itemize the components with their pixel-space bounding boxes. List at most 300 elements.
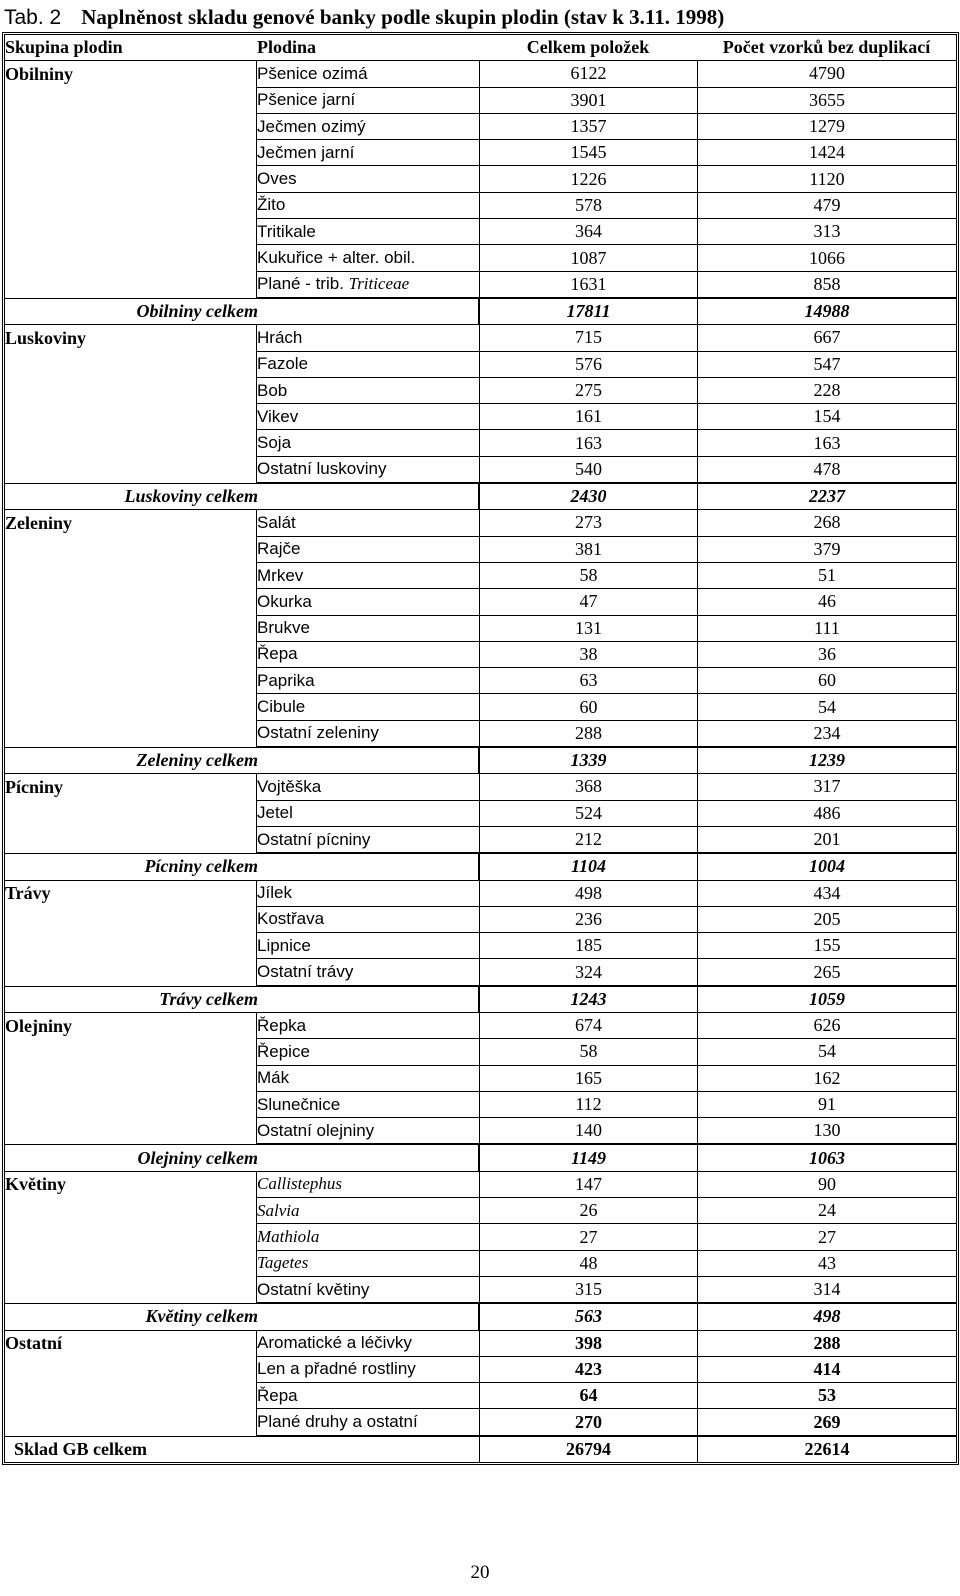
total-items-value: 161	[479, 404, 697, 430]
crop-label: Ostatní zeleniny	[257, 723, 379, 743]
crop-name	[257, 694, 479, 720]
unique-samples-value: 130	[697, 1118, 956, 1144]
crop-label: Kostřava	[257, 909, 325, 929]
total-items-value: 315	[479, 1277, 697, 1303]
table-row	[5, 668, 956, 694]
crop-group-cell	[5, 827, 257, 853]
table-caption	[4, 2, 724, 32]
subtotal-row	[5, 986, 956, 1013]
crop-label: Ostatní květiny	[257, 1279, 370, 1299]
crop-label: Tritikale	[257, 221, 316, 241]
crop-label: Kukuřice + alter. obil.	[257, 248, 416, 268]
table-row	[5, 827, 956, 853]
crop-name	[257, 642, 479, 668]
table-row	[5, 1357, 956, 1383]
crop-name	[257, 404, 479, 430]
unique-samples-value: 1120	[697, 166, 956, 192]
table-row	[5, 352, 956, 378]
table-row	[5, 325, 956, 351]
crop-group-cell	[5, 642, 257, 668]
crop-group-name: Ostatní	[5, 1331, 257, 1357]
crop-group-cell	[5, 1251, 257, 1277]
unique-samples-value: 234	[697, 721, 956, 747]
crop-label: Jetel	[257, 803, 293, 823]
subtotal-row	[5, 747, 956, 774]
total-items-value: 1545	[479, 140, 697, 166]
crop-group-cell	[5, 1409, 257, 1435]
unique-samples-value: 228	[697, 378, 956, 404]
table-row	[5, 563, 956, 589]
crop-group-cell	[5, 1277, 257, 1303]
total-items-value: 131	[479, 616, 697, 642]
crop-group-cell	[5, 1092, 257, 1118]
crop-group-cell	[5, 721, 257, 747]
unique-samples-value: 24	[697, 1198, 956, 1224]
total-items-value: 27	[479, 1224, 697, 1250]
crop-name	[257, 721, 479, 747]
crop-name	[257, 933, 479, 959]
unique-samples-value: 1424	[697, 140, 956, 166]
crop-group-name: Trávy	[5, 881, 257, 907]
crop-group-cell	[5, 352, 257, 378]
crop-name	[257, 881, 479, 907]
crop-name	[257, 430, 479, 456]
crop-group-name: Olejniny	[5, 1013, 257, 1039]
crop-label: Rajče	[257, 539, 301, 559]
unique-samples-value: 317	[697, 774, 956, 800]
crop-label: Mák	[257, 1068, 290, 1088]
total-items-value: 63	[479, 668, 697, 694]
total-items-value: 498	[479, 881, 697, 907]
unique-samples-value: 858	[697, 272, 956, 298]
table-row	[5, 430, 956, 456]
unique-samples-value: 54	[697, 1039, 956, 1065]
crop-label: Oves	[257, 169, 297, 189]
subtotal-total-items: 1243	[479, 986, 697, 1013]
table-row	[5, 721, 956, 747]
subtotal-total-items: 1339	[479, 747, 697, 774]
total-items-value: 270	[479, 1409, 697, 1435]
total-items-value: 381	[479, 537, 697, 563]
crop-label: Pšenice ozimá	[257, 63, 368, 83]
total-items-value: 1631	[479, 272, 697, 298]
table-title: Naplněnost skladu genové banky podle skupin plodin (stav k 3.11. 1998)	[81, 5, 725, 29]
total-items-value: 275	[479, 378, 697, 404]
total-items-value: 1357	[479, 114, 697, 140]
unique-samples-value: 486	[697, 801, 956, 827]
crop-name	[257, 1357, 479, 1383]
crop-latin-name: Tagetes	[257, 1253, 309, 1273]
total-items-value: 212	[479, 827, 697, 853]
total-items-value: 368	[479, 774, 697, 800]
table-row	[5, 1198, 956, 1224]
table-row	[5, 1251, 956, 1277]
total-items-value: 58	[479, 563, 697, 589]
total-items-value: 1087	[479, 245, 697, 271]
crop-name	[257, 1092, 479, 1118]
table-row	[5, 1013, 956, 1039]
header-unique-samples: Počet vzorků bez duplikací	[697, 35, 956, 61]
total-items-value: 38	[479, 642, 697, 668]
crop-label: Ječmen ozimý	[257, 116, 366, 136]
unique-samples-value: 269	[697, 1409, 956, 1435]
subtotal-unique-samples: 1059	[697, 986, 956, 1013]
table-row	[5, 404, 956, 430]
unique-samples-value: 3655	[697, 88, 956, 114]
unique-samples-value: 434	[697, 881, 956, 907]
crop-name	[257, 1172, 479, 1198]
total-items-value: 715	[479, 325, 697, 351]
table-row	[5, 88, 956, 114]
crop-latin-name: Mathiola	[257, 1227, 320, 1246]
table-row	[5, 1277, 956, 1303]
crop-label: Ječmen jarní	[257, 142, 355, 162]
unique-samples-value: 268	[697, 510, 956, 536]
unique-samples-value: 53	[697, 1383, 956, 1409]
grand-total-unique-samples: 22614	[697, 1436, 956, 1462]
table-row	[5, 1383, 956, 1409]
crop-name	[257, 378, 479, 404]
unique-samples-value: 46	[697, 589, 956, 615]
total-items-value: 185	[479, 933, 697, 959]
crop-group-cell	[5, 88, 257, 114]
unique-samples-value: 314	[697, 1277, 956, 1303]
subtotal-label: Květiny celkem	[5, 1303, 479, 1330]
crop-name	[257, 193, 479, 219]
crop-label: Žito	[257, 195, 286, 215]
subtotal-row	[5, 1303, 956, 1330]
crop-group-cell	[5, 430, 257, 456]
subtotal-total-items: 1104	[479, 853, 697, 880]
crop-group-name: Květiny	[5, 1172, 257, 1198]
crop-label: Řepa	[257, 644, 298, 664]
crop-name	[257, 616, 479, 642]
total-items-value: 58	[479, 1039, 697, 1065]
table-row	[5, 1224, 956, 1250]
unique-samples-value: 414	[697, 1357, 956, 1383]
table-row	[5, 61, 956, 87]
subtotal-row	[5, 483, 956, 510]
crop-name	[257, 589, 479, 615]
crop-name	[257, 272, 479, 298]
crop-label: Plané druhy a ostatní	[257, 1412, 418, 1432]
subtotal-unique-samples: 14988	[697, 298, 956, 325]
crop-label: Řepa	[257, 1385, 298, 1405]
unique-samples-value: 36	[697, 642, 956, 668]
total-items-value: 540	[479, 457, 697, 483]
total-items-value: 163	[479, 430, 697, 456]
crop-group-cell	[5, 1039, 257, 1065]
table-row	[5, 801, 956, 827]
subtotal-row	[5, 298, 956, 325]
unique-samples-value: 479	[697, 193, 956, 219]
total-items-value: 1226	[479, 166, 697, 192]
crop-group-cell	[5, 668, 257, 694]
table-row	[5, 959, 956, 985]
subtotal-label: Olejniny celkem	[5, 1144, 479, 1171]
subtotal-unique-samples: 1063	[697, 1144, 956, 1171]
crop-group-cell	[5, 245, 257, 271]
crop-label: Brukve	[257, 618, 310, 638]
table-row	[5, 881, 956, 907]
crop-name	[257, 1198, 479, 1224]
total-items-value: 6122	[479, 61, 697, 87]
crop-group-cell	[5, 114, 257, 140]
unique-samples-value: 90	[697, 1172, 956, 1198]
crop-latin-name: Callistephus	[257, 1174, 343, 1194]
crop-inventory-table	[2, 32, 959, 1465]
crop-name	[257, 907, 479, 933]
crop-group-cell	[5, 1198, 257, 1224]
crop-group-cell	[5, 404, 257, 430]
table-row	[5, 694, 956, 720]
crop-group-cell	[5, 1224, 257, 1250]
unique-samples-value: 205	[697, 907, 956, 933]
table-row	[5, 1331, 956, 1357]
total-items-value: 112	[479, 1092, 697, 1118]
crop-group-cell	[5, 140, 257, 166]
crop-group-cell	[5, 537, 257, 563]
table-row	[5, 272, 956, 298]
grand-total-items: 26794	[479, 1436, 697, 1462]
crop-name	[257, 61, 479, 87]
crop-group-cell	[5, 1383, 257, 1409]
total-items-value: 576	[479, 352, 697, 378]
unique-samples-value: 626	[697, 1013, 956, 1039]
unique-samples-value: 60	[697, 668, 956, 694]
total-items-value: 524	[479, 801, 697, 827]
table-row	[5, 219, 956, 245]
table-row	[5, 1066, 956, 1092]
crop-name	[257, 1331, 479, 1357]
table-row	[5, 907, 956, 933]
subtotal-row	[5, 1144, 956, 1171]
total-items-value: 3901	[479, 88, 697, 114]
unique-samples-value: 43	[697, 1251, 956, 1277]
subtotal-label: Trávy celkem	[5, 986, 479, 1013]
crop-label: Mrkev	[257, 565, 304, 585]
crop-group-cell	[5, 1118, 257, 1144]
crop-name	[257, 1224, 479, 1250]
crop-label: Ostatní luskoviny	[257, 459, 387, 479]
total-items-value: 60	[479, 694, 697, 720]
subtotal-total-items: 2430	[479, 483, 697, 510]
crop-label: Cibule	[257, 697, 306, 717]
crop-label: Hrách	[257, 327, 303, 347]
crop-name	[257, 88, 479, 114]
crop-name	[257, 1409, 479, 1435]
crop-name	[257, 166, 479, 192]
crop-group-cell	[5, 219, 257, 245]
table-row	[5, 510, 956, 536]
crop-label: Plané - trib.	[257, 274, 344, 294]
table-row	[5, 193, 956, 219]
crop-name	[257, 510, 479, 536]
crop-label: Soja	[257, 433, 292, 453]
crop-group-cell	[5, 457, 257, 483]
unique-samples-value: 111	[697, 616, 956, 642]
crop-group-name: Luskoviny	[5, 325, 257, 351]
unique-samples-value: 201	[697, 827, 956, 853]
total-items-value: 147	[479, 1172, 697, 1198]
total-items-value: 288	[479, 721, 697, 747]
crop-label: Řepka	[257, 1015, 307, 1035]
subtotal-total-items: 1149	[479, 1144, 697, 1171]
crop-name	[257, 219, 479, 245]
crop-label: Ostatní pícniny	[257, 829, 371, 849]
table-row	[5, 1118, 956, 1144]
crop-name	[257, 1383, 479, 1409]
crop-name	[257, 245, 479, 271]
crop-name	[257, 774, 479, 800]
crop-group-cell	[5, 166, 257, 192]
table-row	[5, 114, 956, 140]
unique-samples-value: 27	[697, 1224, 956, 1250]
crop-name	[257, 352, 479, 378]
crop-name	[257, 140, 479, 166]
crop-name	[257, 457, 479, 483]
total-items-value: 423	[479, 1357, 697, 1383]
table-row	[5, 774, 956, 800]
total-items-value: 364	[479, 219, 697, 245]
header-row	[5, 35, 956, 61]
crop-group-cell	[5, 616, 257, 642]
table-row	[5, 378, 956, 404]
table-row	[5, 537, 956, 563]
crop-name	[257, 1013, 479, 1039]
crop-group-cell	[5, 694, 257, 720]
crop-group-cell	[5, 378, 257, 404]
total-items-value: 64	[479, 1383, 697, 1409]
total-items-value: 236	[479, 907, 697, 933]
crop-label: Vojtěška	[257, 776, 322, 796]
grand-total-row	[5, 1436, 956, 1462]
crop-group-cell	[5, 589, 257, 615]
unique-samples-value: 547	[697, 352, 956, 378]
table-row	[5, 245, 956, 271]
unique-samples-value: 54	[697, 694, 956, 720]
crop-label: Ostatní trávy	[257, 962, 354, 982]
crop-label: Aromatické a léčivky	[257, 1333, 412, 1353]
subtotal-label: Obilniny celkem	[5, 298, 479, 325]
crop-name	[257, 959, 479, 985]
crop-group-cell	[5, 1066, 257, 1092]
crop-label: Lipnice	[257, 935, 311, 955]
total-items-value: 273	[479, 510, 697, 536]
total-items-value: 48	[479, 1251, 697, 1277]
crop-name	[257, 827, 479, 853]
total-items-value: 324	[479, 959, 697, 985]
crop-group-name: Zeleniny	[5, 510, 257, 536]
subtotal-total-items: 17811	[479, 298, 697, 325]
table-row	[5, 1092, 956, 1118]
total-items-value: 47	[479, 589, 697, 615]
subtotal-row	[5, 853, 956, 880]
total-items-value: 26	[479, 1198, 697, 1224]
subtotal-unique-samples: 1239	[697, 747, 956, 774]
unique-samples-value: 265	[697, 959, 956, 985]
table-row	[5, 616, 956, 642]
crop-label: Řepice	[257, 1041, 310, 1061]
table-row	[5, 1172, 956, 1198]
crop-label: Okurka	[257, 591, 312, 611]
unique-samples-value: 667	[697, 325, 956, 351]
crop-group-cell	[5, 933, 257, 959]
table-row	[5, 1409, 956, 1435]
crop-latin-name: Salvia	[257, 1200, 300, 1220]
crop-group-cell	[5, 959, 257, 985]
crop-name	[257, 668, 479, 694]
crop-name	[257, 325, 479, 351]
subtotal-label: Luskoviny celkem	[5, 483, 479, 510]
table-row	[5, 140, 956, 166]
crop-name	[257, 1251, 479, 1277]
crop-name	[257, 1066, 479, 1092]
crop-label: Ostatní olejniny	[257, 1120, 375, 1140]
total-items-value: 674	[479, 1013, 697, 1039]
unique-samples-value: 1066	[697, 245, 956, 271]
crop-label: Salát	[257, 512, 296, 532]
header-crop: Plodina	[257, 35, 479, 61]
total-items-value: 140	[479, 1118, 697, 1144]
crop-name	[257, 114, 479, 140]
crop-label: Pšenice jarní	[257, 90, 356, 110]
page-number: 20	[470, 1562, 490, 1583]
subtotal-total-items: 563	[479, 1303, 697, 1330]
unique-samples-value: 379	[697, 537, 956, 563]
subtotal-label: Zeleniny celkem	[5, 747, 479, 774]
unique-samples-value: 155	[697, 933, 956, 959]
crop-name	[257, 1039, 479, 1065]
total-items-value: 165	[479, 1066, 697, 1092]
unique-samples-value: 288	[697, 1331, 956, 1357]
table-row	[5, 589, 956, 615]
crop-name	[257, 1118, 479, 1144]
crop-latin-name: Triticeae	[348, 274, 410, 294]
unique-samples-value: 478	[697, 457, 956, 483]
total-items-value: 398	[479, 1331, 697, 1357]
table-row	[5, 1039, 956, 1065]
unique-samples-value: 163	[697, 430, 956, 456]
crop-label: Paprika	[257, 670, 315, 690]
subtotal-unique-samples: 2237	[697, 483, 956, 510]
header-crop-group: Skupina plodin	[5, 35, 257, 61]
crop-name	[257, 1277, 479, 1303]
crop-group-cell	[5, 801, 257, 827]
unique-samples-value: 4790	[697, 61, 956, 87]
unique-samples-value: 313	[697, 219, 956, 245]
crop-group-cell	[5, 563, 257, 589]
table-row	[5, 457, 956, 483]
subtotal-unique-samples: 498	[697, 1303, 956, 1330]
crop-group-cell	[5, 193, 257, 219]
crop-label: Bob	[257, 380, 288, 400]
crop-label: Vikev	[257, 406, 299, 426]
subtotal-label: Pícniny celkem	[5, 853, 479, 880]
unique-samples-value: 154	[697, 404, 956, 430]
table-row	[5, 166, 956, 192]
table-row	[5, 642, 956, 668]
table-number: Tab. 2	[4, 6, 62, 29]
unique-samples-value: 91	[697, 1092, 956, 1118]
header-total-items: Celkem položek	[479, 35, 697, 61]
table-body	[5, 61, 956, 1462]
crop-group-cell	[5, 272, 257, 298]
crop-label: Len a přadné rostliny	[257, 1359, 416, 1379]
crop-name	[257, 537, 479, 563]
crop-label: Jílek	[257, 883, 292, 903]
crop-group-name: Obilniny	[5, 61, 257, 87]
